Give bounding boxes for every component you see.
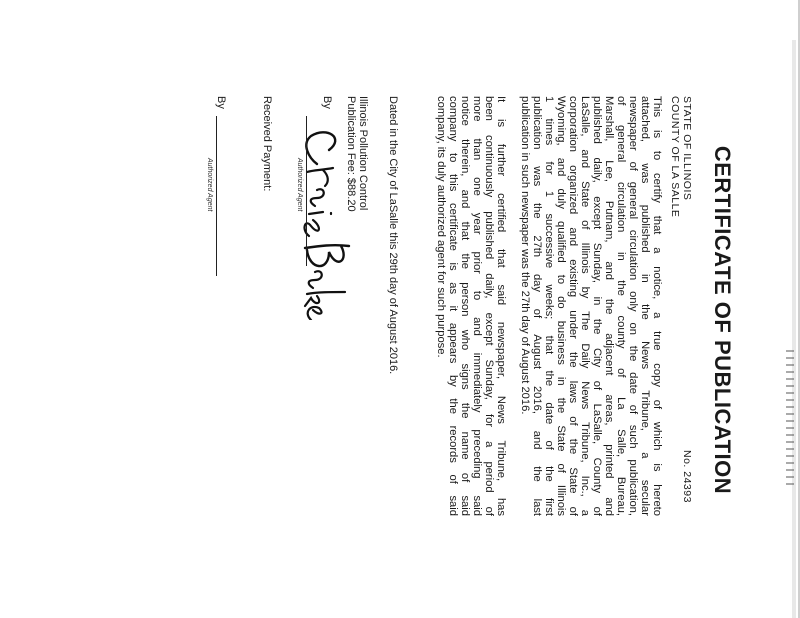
paragraph-line: It is further certified that said newspaper, News Tribune, has: [495, 96, 507, 516]
scan-edge-noise: [786, 350, 794, 490]
by-label: By: [321, 96, 333, 109]
dated-line: Dated in the City of LaSalle this 29th day of August 2016.: [387, 96, 399, 375]
paragraph-line: attached, was published in the News Tribune, a secular: [639, 96, 651, 516]
certificate-document: [195, 40, 735, 600]
authorized-agent-caption-2: Authorized Agent: [206, 158, 213, 212]
certificate-number: No. 24393: [681, 450, 693, 503]
scan-page-edge: [792, 40, 796, 618]
paragraph-line: publication was the 27th day of August 2016, and the last: [531, 96, 543, 516]
paragraph-line: corporation organized and existing under the laws of the State of: [567, 96, 579, 516]
authorized-agent-caption: Authorized Agent: [296, 158, 303, 212]
paragraph-line: company to this certificate is as it appears by the records of said: [447, 96, 459, 516]
paragraph-line: This is to certify that a notice, a true copy of which is hereto: [651, 96, 663, 516]
paragraph-line: newspaper of general circulation only on the date of such publication,: [627, 96, 639, 516]
paragraph-line: more than one year prior to and immediately preceding said: [471, 96, 483, 516]
paragraph-line: been continuously published daily, except Sunday, for a period of: [483, 96, 495, 516]
paragraph-line: Marshall, Lee, Putnam, and the adjacent areas, printed and: [603, 96, 615, 516]
certification-paragraph: [519, 96, 663, 516]
client-name: Illinois Pollution Control: [357, 96, 369, 211]
paragraph-line: company, its duly authorized agent for such purpose.: [435, 96, 447, 358]
paragraph-line: published daily, except Sunday, in the City of LaSalle, County of: [591, 96, 603, 516]
signature-line: [306, 116, 307, 266]
paragraph-line: LaSalle, and State of Illinois by The Daily News Tribune, Inc., a: [579, 96, 591, 516]
paragraph-line: 1 times for 1 successive weeks; that the date of the first: [543, 96, 555, 516]
paragraph-line: Wyoming, and duly qualified to do business in the State of Illinois: [555, 96, 567, 516]
county-label: COUNTY OF LA SALLE: [669, 96, 681, 218]
paragraph-line: publication in such newspaper was the 27th day of August 2016.: [519, 96, 531, 415]
certificate-title: CERTIFICATE OF PUBLICATION: [710, 145, 735, 495]
received-payment-label: Received Payment:: [261, 96, 273, 192]
further-certification-paragraph: [435, 96, 507, 516]
handwritten-signature: [293, 120, 363, 320]
state-label: STATE OF ILLINOIS: [681, 96, 693, 201]
paragraph-line: notice therein, and that the person who signs the name of said: [459, 96, 471, 516]
payment-signature-line: [216, 116, 217, 276]
by-label-2: By: [215, 96, 227, 109]
publication-fee: Publication Fee: $88.20: [345, 96, 357, 212]
paragraph-line: of general circulation in the county of La Salle, Bureau,: [615, 96, 627, 516]
